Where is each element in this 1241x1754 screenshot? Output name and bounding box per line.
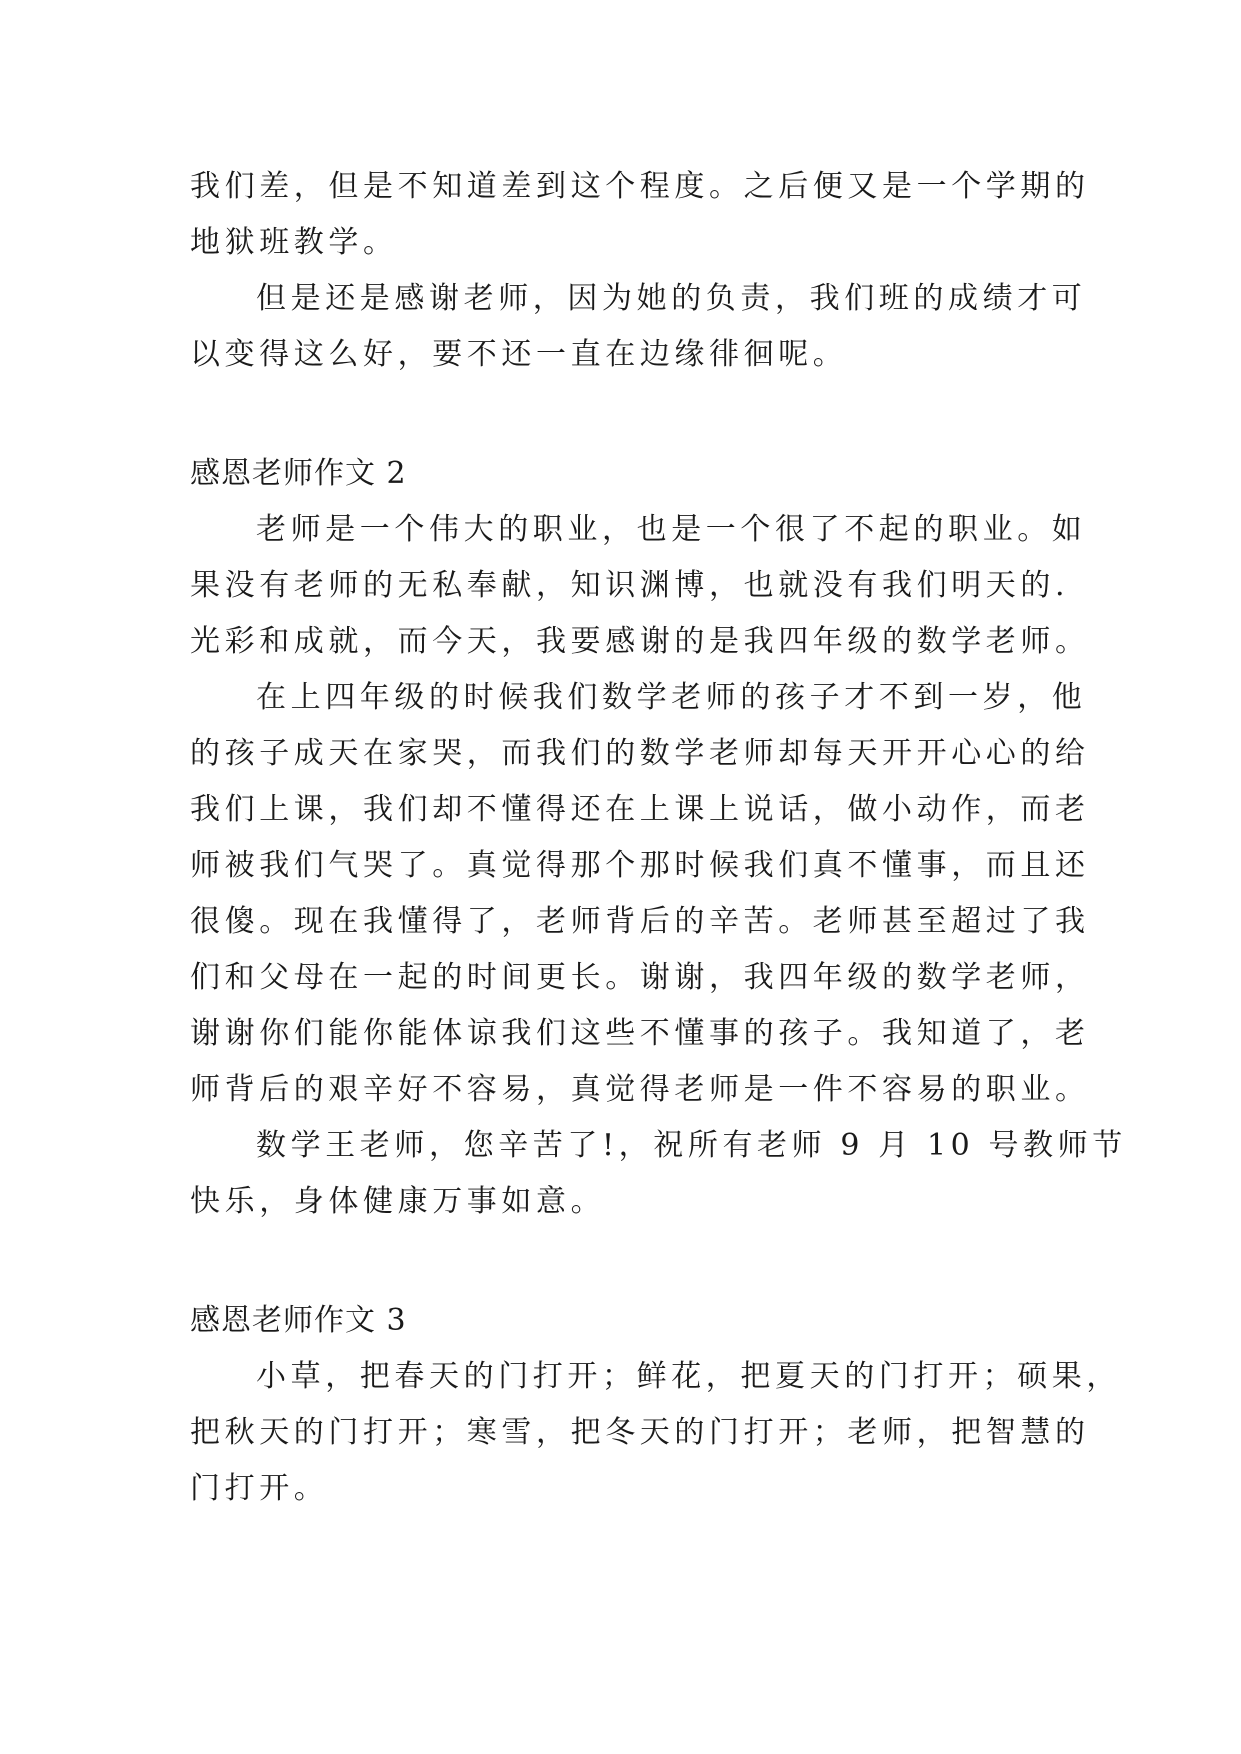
paragraph-line: 把秋天的门打开；寒雪，把冬天的门打开；老师，把智慧的 xyxy=(190,1415,1090,1450)
paragraph-line: 老师是一个伟大的职业，也是一个很了不起的职业。如 xyxy=(256,512,1087,547)
paragraph-line: 很傻。现在我懂得了，老师背后的辛苦。老师甚至超过了我 xyxy=(190,904,1090,939)
paragraph-line: 的孩子成天在家哭，而我们的数学老师却每天开开心心的给 xyxy=(190,736,1090,771)
paragraph-line: 谢谢你们能你能体谅我们这些不懂事的孩子。我知道了，老 xyxy=(190,1016,1090,1051)
paragraph-line: 快乐，身体健康万事如意。 xyxy=(190,1184,606,1219)
paragraph-line: 们和父母在一起的时间更长。谢谢，我四年级的数学老师， xyxy=(190,960,1090,995)
essay-3-title: 感恩老师作文 3 xyxy=(190,1303,407,1338)
paragraph-line: 以变得这么好，要不还一直在边缘徘徊呢。 xyxy=(190,337,848,372)
essay-2-title: 感恩老师作文 2 xyxy=(190,456,407,491)
paragraph-line: 但是还是感谢老师，因为她的负责，我们班的成绩才可 xyxy=(256,281,1087,316)
paragraph-line: 门打开。 xyxy=(190,1471,329,1506)
paragraph-line: 我们差，但是不知道差到这个程度。之后便又是一个学期的 xyxy=(190,169,1090,204)
paragraph-line: 地狱班教学。 xyxy=(190,225,398,260)
paragraph-line: 师背后的艰辛好不容易，真觉得老师是一件不容易的职业。 xyxy=(190,1072,1090,1107)
paragraph-line: 小草，把春天的门打开；鲜花，把夏天的门打开；硕果， xyxy=(256,1359,1121,1394)
paragraph-line: 师被我们气哭了。真觉得那个那时候我们真不懂事，而且还 xyxy=(190,848,1090,883)
paragraph-line: 光彩和成就，而今天，我要感谢的是我四年级的数学老师。 xyxy=(190,624,1090,659)
paragraph-line: 在上四年级的时候我们数学老师的孩子才不到一岁，他 xyxy=(256,680,1087,715)
paragraph-line: 果没有老师的无私奉献，知识渊博，也就没有我们明天的. xyxy=(190,568,1070,603)
paragraph-line: 我们上课，我们却不懂得还在上课上说话，做小动作，而老 xyxy=(190,792,1090,827)
paragraph-line: 数学王老师，您辛苦了!，祝所有老师 9 月 10 号教师节 xyxy=(256,1128,1127,1163)
